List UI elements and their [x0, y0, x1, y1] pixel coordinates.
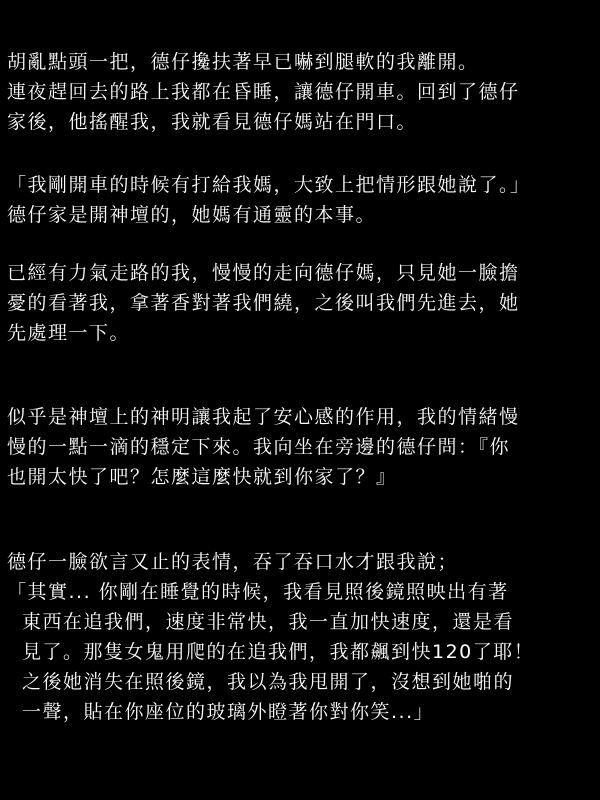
- text-line: 憂的看著我，拿著香對著我們繞，之後叫我們先進去，她: [7, 292, 520, 314]
- text-line: 之後她消失在照後鏡，我以為我甩開了，沒想到她啪的: [22, 671, 515, 693]
- text-line: 先處理一下。: [7, 322, 131, 344]
- text-line: 已經有力氣走路的我，慢慢的走向德仔媽，只見她一臉擔: [7, 262, 520, 284]
- text-line: 似乎是神壇上的神明讓我起了安心感的作用，我的情緒慢: [7, 406, 520, 428]
- text-line: 「我剛開車的時候有打給我媽，大致上把情形跟她說了。」: [7, 174, 531, 196]
- text-line: 家後，他搖醒我，我就看見德仔媽站在門口。: [7, 111, 418, 133]
- text-line: 見了。那隻女鬼用爬的在追我們，我都飆到快120了耶！: [22, 641, 535, 663]
- text-line: 德仔家是開神壇的，她媽有通靈的本事。: [7, 204, 377, 226]
- paragraph-1: [7, 47, 597, 137]
- text-line: 慢的一點一滴的穩定下來。我向坐在旁邊的德仔問：『你: [7, 436, 511, 458]
- paragraph-2: [7, 170, 597, 230]
- text-line: 連夜趕回去的路上我都在昏睡，讓德仔開車。回到了德仔: [7, 81, 520, 103]
- paragraph-4: [7, 402, 597, 492]
- text-line: 德仔一臉欲言又止的表情，吞了吞口水才跟我說；: [7, 551, 459, 573]
- text-line: 東西在追我們，速度非常快，我一直加快速度，還是看: [22, 611, 515, 633]
- text-line: 「其實... 你剛在睡覺的時候，我看見照後鏡照映出有著: [7, 581, 509, 603]
- paragraph-3: [7, 258, 597, 348]
- paragraph-5: [7, 547, 597, 727]
- text-line: 也開太快了吧？怎麼這麼快就到你家了？』: [7, 466, 397, 488]
- text-line: 一聲，貼在你座位的玻璃外瞪著你對你笑...」: [22, 701, 435, 723]
- text-line: 胡亂點頭一把，德仔攙扶著早已嚇到腿軟的我離開。: [7, 51, 479, 73]
